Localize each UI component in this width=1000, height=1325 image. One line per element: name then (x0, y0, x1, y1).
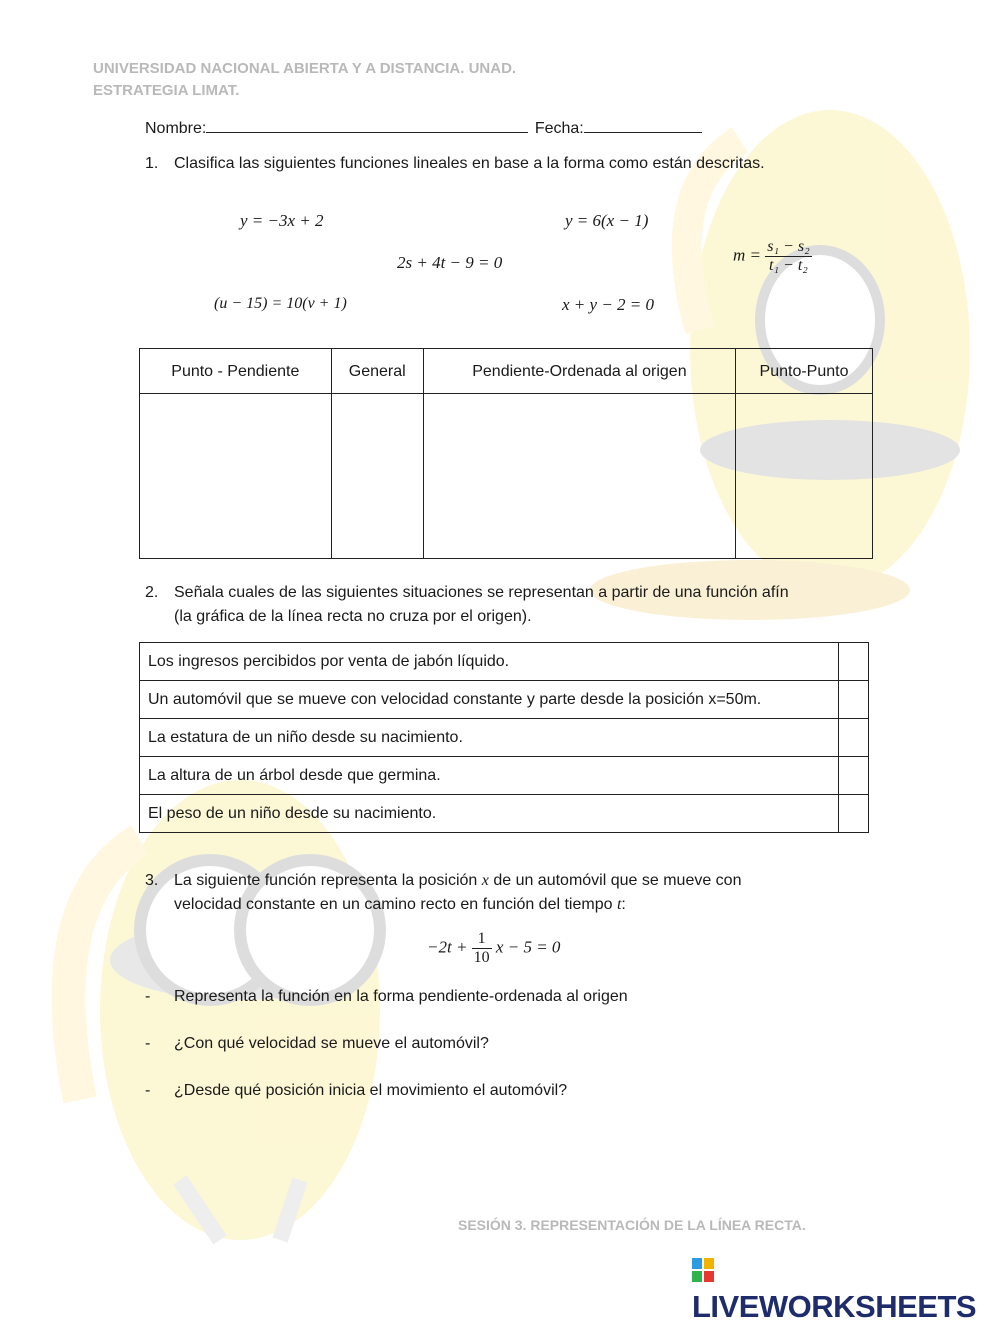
footer-session: SESIÓN 3. REPRESENTACIÓN DE LA LÍNEA RECTA. (458, 1217, 806, 1233)
liveworksheets-logo (692, 1253, 1000, 1325)
q3-var-x: x (481, 872, 489, 889)
q2-text-line1: Señala cuales de las siguientes situaciones se representan a partir de una función afín (174, 584, 789, 601)
table-row (140, 757, 869, 795)
table-row (140, 681, 869, 719)
name-label: Nombre: (145, 120, 207, 137)
q3-line2-a: velocidad constante en un camino recto en función del tiempo (174, 896, 617, 913)
q3-var-t: t (616, 896, 622, 913)
bullet-dash: - (145, 988, 151, 1005)
situation-checkbox[interactable] (839, 795, 869, 833)
equation-point-slope-b: y = 6(x − 1) (565, 211, 649, 230)
q3-line1-a: La siguiente función representa la posición (174, 872, 482, 889)
bullet-dash: - (145, 1035, 151, 1052)
equation-point-slope-e: (u − 15) = 10(v + 1) (214, 295, 347, 312)
q3-task-2: ¿Con qué velocidad se mueve el automóvil? (174, 1035, 489, 1052)
situation-text: La estatura de un niño desde su nacimiento. (140, 719, 839, 757)
header-strategy: ESTRATEGIA LIMAT. (93, 82, 240, 99)
q3-eq-numerator: 1 (472, 930, 492, 949)
col-header-general: General (331, 349, 423, 394)
situation-checkbox[interactable] (839, 757, 869, 795)
drop-zone-two-point[interactable] (736, 394, 873, 559)
situation-text: Los ingresos percibidos por venta de jabón líquido. (140, 643, 839, 681)
eq-d-denominator: t₁ − t₂ (769, 257, 808, 274)
q3-eq-left: −2t + (427, 937, 468, 957)
bullet-dash: - (145, 1082, 151, 1099)
drop-zone-general[interactable] (331, 394, 423, 559)
classification-table (139, 348, 873, 559)
col-header-point-slope: Punto - Pendiente (140, 349, 332, 394)
situation-checkbox[interactable] (839, 681, 869, 719)
q2-text-line2: (la gráfica de la línea recta no cruza por el origen). (174, 608, 532, 625)
q2-number: 2. (145, 584, 159, 601)
equation-slope-intercept-a: y = −3x + 2 (240, 211, 324, 230)
drop-zone-point-slope[interactable] (140, 394, 332, 559)
situation-text: La altura de un árbol desde que germina. (140, 757, 839, 795)
q1-number: 1. (145, 155, 159, 172)
col-header-slope-intercept: Pendiente-Ordenada al origen (423, 349, 735, 394)
header-university: UNIVERSIDAD NACIONAL ABIERTA Y A DISTANCIA. UNAD. (93, 60, 517, 77)
situation-checkbox[interactable] (839, 719, 869, 757)
q3-equation (427, 930, 560, 967)
q1-text: Clasifica las siguientes funciones lineales en base a la forma como están descritas. (174, 155, 765, 172)
situations-table (139, 642, 869, 833)
table-row (140, 719, 869, 757)
situation-text: Un automóvil que se mueve con velocidad constante y parte desde la posición x=50m. (140, 681, 839, 719)
col-header-two-point: Punto-Punto (736, 349, 873, 394)
name-date-line (145, 118, 702, 138)
date-label: Fecha: (534, 120, 584, 137)
q3-text-line2 (174, 896, 626, 914)
drop-zone-slope-intercept[interactable] (423, 394, 735, 559)
table-row (140, 643, 869, 681)
situation-text: El peso de un niño desde su nacimiento. (140, 795, 839, 833)
equation-general-c: 2s + 4t − 9 = 0 (397, 253, 503, 272)
q3-eq-denominator: 10 (473, 949, 490, 966)
q3-task-3: ¿Desde qué posición inicia el movimiento el automóvil? (174, 1082, 568, 1099)
q3-line1-b: de un automóvil que se mueve con (488, 872, 742, 889)
q3-text-line1 (174, 872, 741, 890)
q3-line2-b: : (621, 896, 626, 913)
q3-task-1: Representa la función en la forma pendiente-ordenada al origen (174, 988, 628, 1005)
equation-two-point-d (733, 238, 812, 275)
situation-checkbox[interactable] (839, 643, 869, 681)
name-field[interactable] (206, 118, 528, 133)
liveworksheets-logo-icon (692, 1258, 714, 1282)
date-field[interactable] (584, 118, 702, 133)
table-row (140, 795, 869, 833)
q3-number: 3. (145, 872, 159, 889)
eq-d-numerator: s₁ − s₂ (767, 238, 810, 255)
eq-d-lhs: m = (733, 245, 761, 265)
equation-general-f: x + y − 2 = 0 (562, 295, 655, 314)
logo-text: LIVEWORKSHEETS (692, 1289, 977, 1324)
q3-eq-right: x − 5 = 0 (495, 937, 561, 957)
